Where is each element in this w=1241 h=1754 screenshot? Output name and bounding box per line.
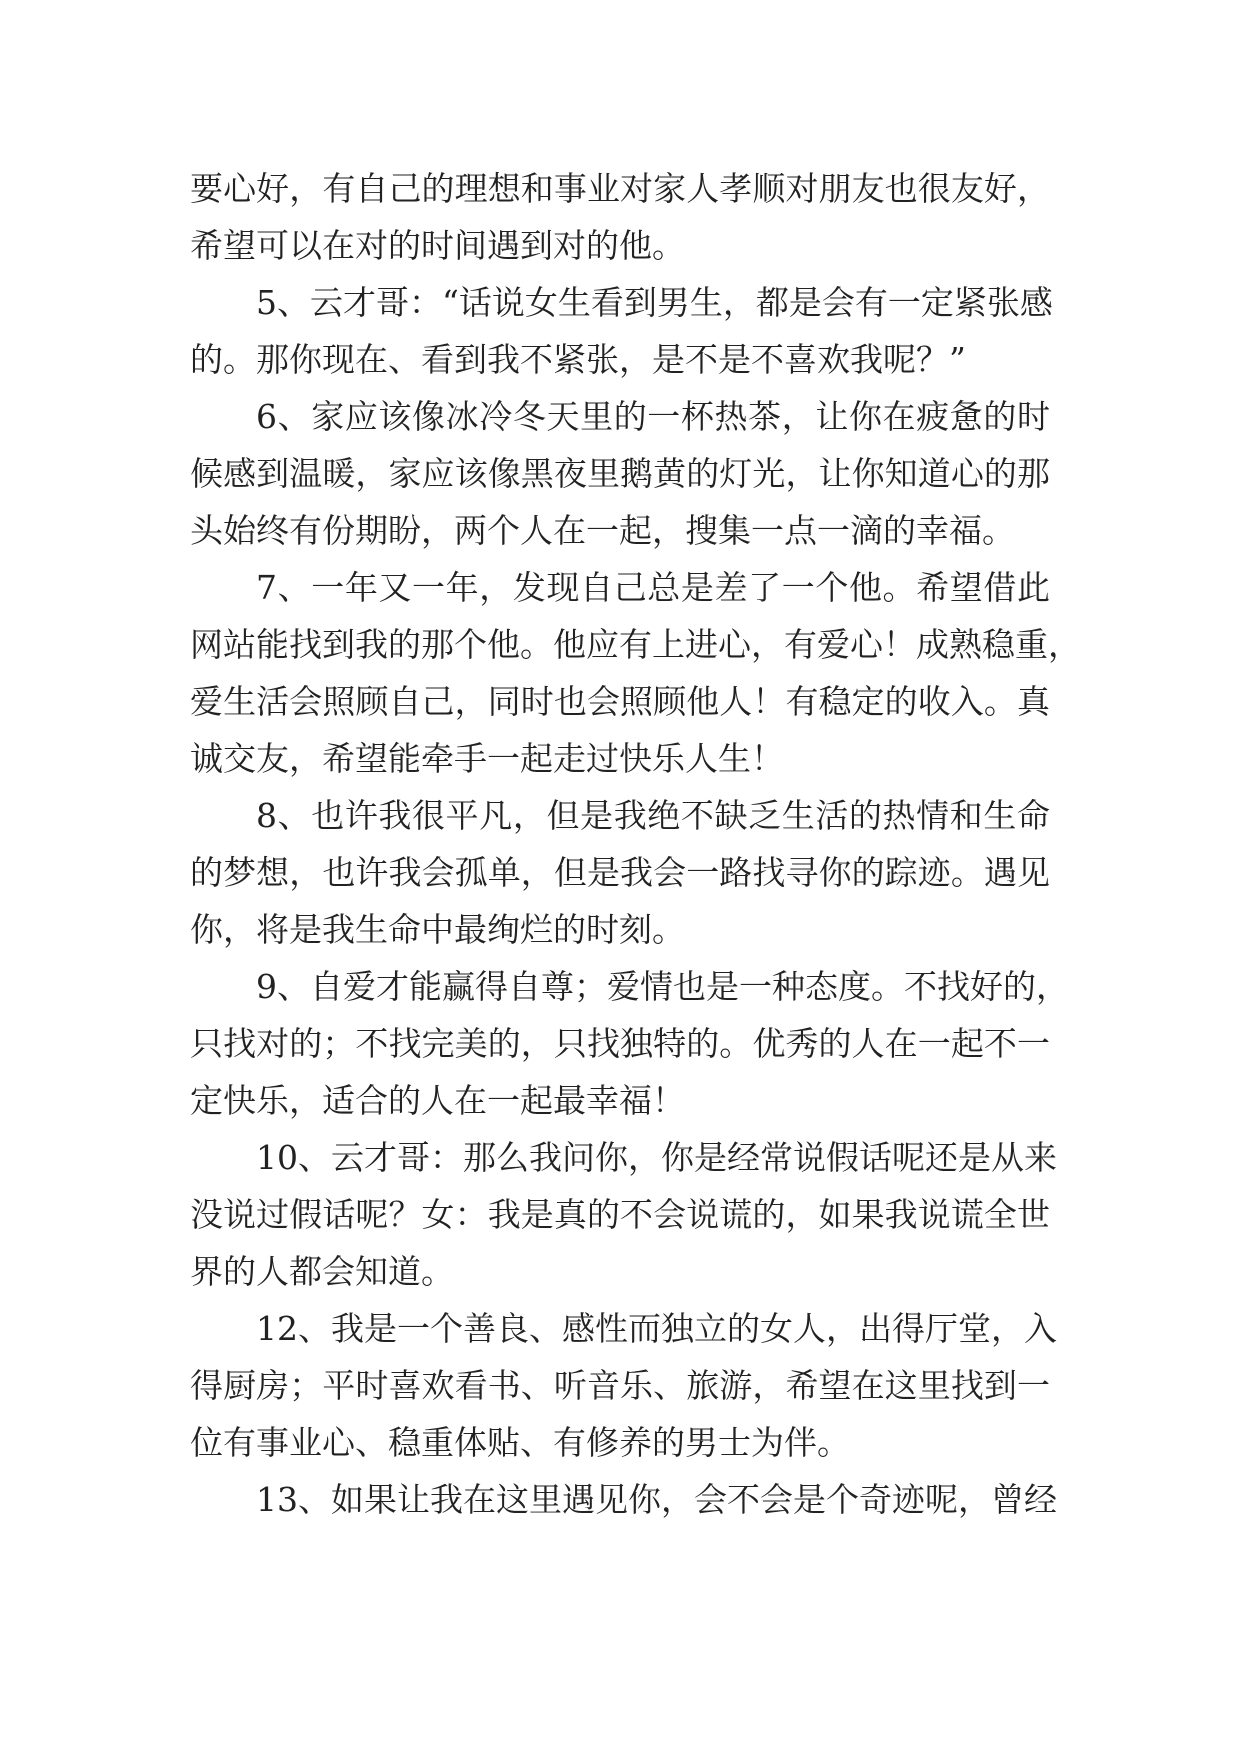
text-line: 得厨房；平时喜欢看书、听音乐、旅游，希望在这里找到一 [190,1366,1050,1405]
paragraph-start-line: 8、也许我很平凡，但是我绝不缺乏生活的热情和生命 [256,796,1050,835]
document-body [190,160,1081,1528]
paragraph-start-line: 12、我是一个善良、感性而独立的女人，出得厅堂，入 [256,1309,1057,1348]
text-line: 只找对的；不找完美的，只找独特的。优秀的人在一起不一 [190,1024,1050,1063]
text-line: 的。那你现在、看到我不紧张，是不是不喜欢我呢？” [190,340,966,379]
paragraph-start-line: 7、一年又一年，发现自己总是差了一个他。希望借此 [256,568,1050,607]
text-line: 网站能找到我的那个他。他应有上进心，有爱心！成熟稳重， [190,625,1081,664]
text-line: 的梦想，也许我会孤单，但是我会一路找寻你的踪迹。遇见 [190,853,1050,892]
text-line: 定快乐，适合的人在一起最幸福！ [190,1081,685,1120]
text-line: 头始终有份期盼，两个人在一起，搜集一点一滴的幸福。 [190,511,1015,550]
text-line: 诚交友，希望能牵手一起走过快乐人生！ [190,739,784,778]
paragraph-start-line: 13、如果让我在这里遇见你，会不会是个奇迹呢，曾经 [256,1480,1057,1519]
text-line: 候感到温暖，家应该像黑夜里鹅黄的灯光，让你知道心的那 [190,454,1050,493]
paragraph-start-line: 5、云才哥：“话说女生看到男生，都是会有一定紧张感 [256,283,1053,322]
paragraph-start-line: 6、家应该像冰冷冬天里的一杯热茶，让你在疲惫的时 [256,397,1050,436]
text-line: 要心好，有自己的理想和事业对家人孝顺对朋友也很友好， [190,169,1050,208]
paragraph-start-line: 9、自爱才能赢得自尊；爱情也是一种态度。不找好的， [256,967,1069,1006]
text-line: 爱生活会照顾自己，同时也会照顾他人！有稳定的收入。真 [190,682,1050,721]
paragraph-start-line: 10、云才哥：那么我问你，你是经常说假话呢还是从来 [256,1138,1057,1177]
text-line: 你，将是我生命中最绚烂的时刻。 [190,910,685,949]
text-line: 没说过假话呢？女：我是真的不会说谎的，如果我说谎全世 [190,1195,1050,1234]
text-line: 界的人都会知道。 [190,1252,454,1291]
text-line: 位有事业心、稳重体贴、有修养的男士为伴。 [190,1423,850,1462]
text-line: 希望可以在对的时间遇到对的他。 [190,226,685,265]
